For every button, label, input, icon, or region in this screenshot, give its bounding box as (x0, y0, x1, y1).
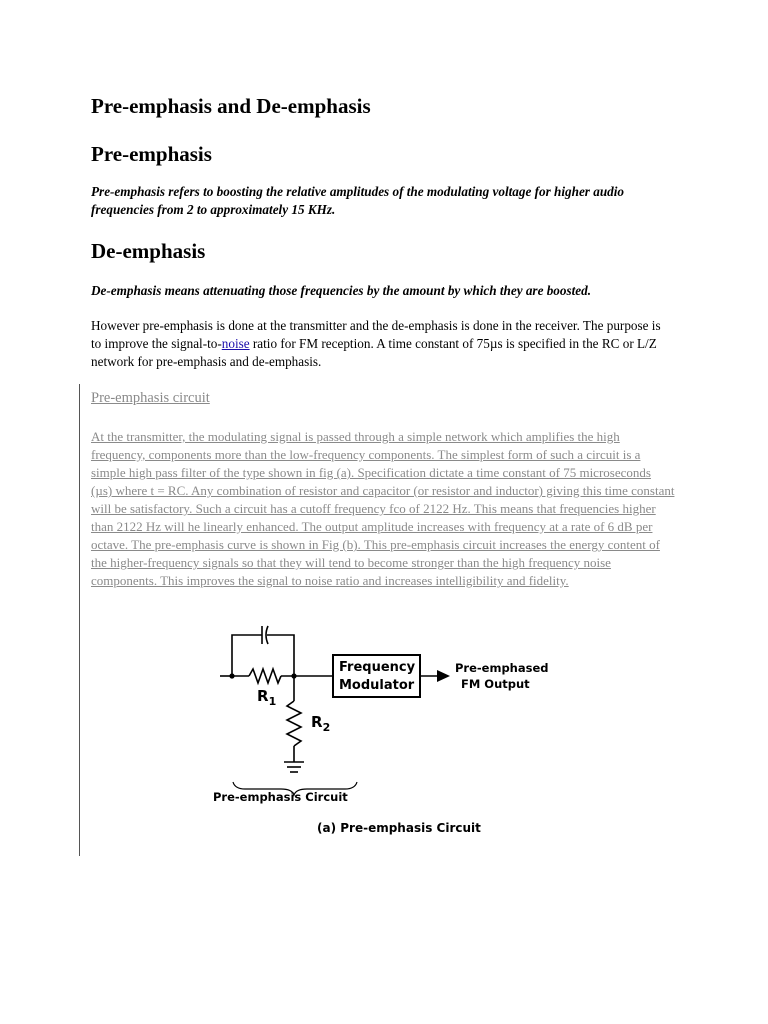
pre-emphasis-heading: Pre-emphasis (91, 142, 212, 166)
output-arrow-icon (437, 670, 450, 682)
junction-right (291, 673, 296, 678)
block-label-line2: Modulator (339, 678, 415, 693)
noise-link[interactable]: noise (221, 336, 250, 351)
de-emphasis-heading: De-emphasis (91, 239, 206, 263)
r1-label: $R_1$ (257, 687, 277, 708)
output-label-line1: Pre-emphased (455, 661, 549, 675)
body-text-part2: ratio for FM reception. A time constant of 75µs is specified in the RC or L/Z network for pre-emphasis and de-emphasis. (91, 336, 657, 369)
pre-emphasis-circuit-diagram (205, 615, 565, 845)
block-label-line1: Frequency (339, 660, 416, 675)
body-text-part1: However pre-emphasis is done at the transmitter and the de-emphasis is done in the receiver. The purpose is to improve the signal-to- (91, 318, 661, 351)
quote-bar (79, 384, 80, 856)
r2-label: $R_2$ (311, 713, 331, 734)
pre-emphasis-definition: Pre-emphasis refers to boosting the relative amplitudes of the modulating voltage for higher audio frequencies from 2 to approximately 15 KHz. (91, 184, 625, 217)
body-paragraph (91, 317, 671, 371)
bracket-label: Pre-emphasis Circuit (213, 790, 348, 804)
circuit-section-heading[interactable]: Pre-emphasis circuit (91, 390, 210, 406)
circuit-section-text[interactable]: At the transmitter, the modulating signal is passed through a simple network which amplifies the high frequency, components more than the low-frequency components. The simplest form of such a circuit is a simple high pass filter of the type shown in fig (a). Specification dictate a time constant of 75 microseconds (µs) where t = RC. Any combination of resistor and capacitor (or resistor and inductor) giving this time constant will be satisfactory. Such a circuit has a cutoff frequency fco of 2122 Hz. This means that frequencies higher than 2122 Hz will he linearly enhanced. The output amplitude increases with frequency at a rate of 6 dB per octave. The pre-emphasis curve is shown in Fig (b). This pre-emphasis circuit increases the energy content of the higher-frequency signals so that they will tend to become stronger than the high frequency noise components. This improves the signal to noise ratio and increases intelligibility and fidelity. (91, 429, 675, 588)
page-title: Pre-emphasis and De-emphasis (91, 94, 371, 118)
output-label-line2: FM Output (461, 677, 530, 691)
figure-caption: (a) Pre-emphasis Circuit (317, 821, 481, 835)
de-emphasis-definition: De-emphasis means attenuating those frequencies by the amount by which they are boosted. (91, 283, 592, 298)
junction-left (229, 673, 234, 678)
